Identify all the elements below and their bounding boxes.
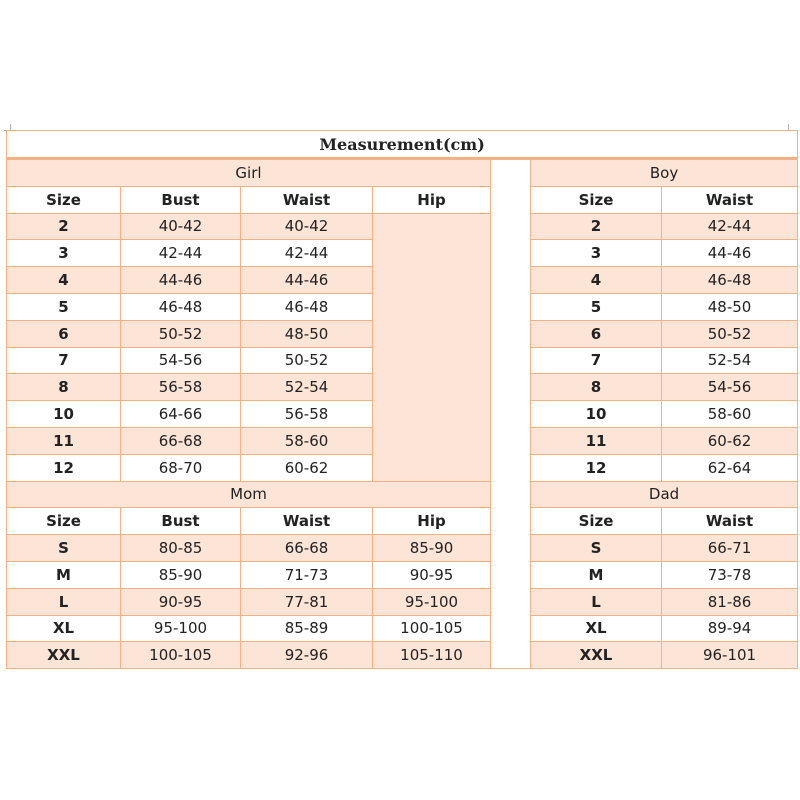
dad-size: XXL <box>531 642 662 669</box>
mom-hip: 90-95 <box>373 561 491 588</box>
girl-header-size: Size <box>7 186 121 213</box>
boy-waist: 58-60 <box>662 401 798 428</box>
chart-title: Measurement(cm) <box>7 131 798 159</box>
mom-hip: 95-100 <box>373 588 491 615</box>
table-row <box>7 213 798 240</box>
section-row-adults <box>7 481 798 508</box>
girl-bust: 54-56 <box>121 347 241 374</box>
mom-waist: 77-81 <box>241 588 373 615</box>
girl-size: 7 <box>7 347 121 374</box>
girl-bust: 46-48 <box>121 293 241 320</box>
table-row <box>7 535 798 562</box>
girl-size: 5 <box>7 293 121 320</box>
girl-waist: 50-52 <box>241 347 373 374</box>
dad-size: M <box>531 561 662 588</box>
girl-size: 4 <box>7 267 121 294</box>
boy-size: 12 <box>531 454 662 481</box>
girl-waist: 40-42 <box>241 213 373 240</box>
girl-bust: 44-46 <box>121 267 241 294</box>
boy-waist: 48-50 <box>662 293 798 320</box>
mom-bust: 100-105 <box>121 642 241 669</box>
dad-header-waist: Waist <box>662 508 798 535</box>
girl-waist: 56-58 <box>241 401 373 428</box>
mom-waist: 71-73 <box>241 561 373 588</box>
girl-size: 3 <box>7 240 121 267</box>
boy-size: 2 <box>531 213 662 240</box>
mom-header-bust: Bust <box>121 508 241 535</box>
size-chart-table <box>6 130 798 669</box>
girl-size: 11 <box>7 427 121 454</box>
mom-size: XXL <box>7 642 121 669</box>
boy-header-size: Size <box>531 186 662 213</box>
section-girl: Girl <box>7 159 491 187</box>
boy-waist: 46-48 <box>662 267 798 294</box>
girl-header-bust: Bust <box>121 186 241 213</box>
header-row-kids <box>7 186 798 213</box>
girl-size: 12 <box>7 454 121 481</box>
girl-waist: 44-46 <box>241 267 373 294</box>
size-chart-body <box>7 131 798 669</box>
dad-waist: 96-101 <box>662 642 798 669</box>
boy-waist: 52-54 <box>662 347 798 374</box>
section-mom: Mom <box>7 481 491 508</box>
mom-size: XL <box>7 615 121 642</box>
girl-waist: 42-44 <box>241 240 373 267</box>
boy-waist: 44-46 <box>662 240 798 267</box>
girl-bust: 40-42 <box>121 213 241 240</box>
boy-size: 10 <box>531 401 662 428</box>
mom-waist: 85-89 <box>241 615 373 642</box>
girl-bust: 56-58 <box>121 374 241 401</box>
header-row-adults <box>7 508 798 535</box>
table-row <box>7 615 798 642</box>
mom-header-waist: Waist <box>241 508 373 535</box>
table-row <box>7 561 798 588</box>
mom-size: L <box>7 588 121 615</box>
dad-waist: 73-78 <box>662 561 798 588</box>
girl-waist: 52-54 <box>241 374 373 401</box>
boy-size: 6 <box>531 320 662 347</box>
boy-size: 4 <box>531 267 662 294</box>
girl-waist: 46-48 <box>241 293 373 320</box>
girl-size: 2 <box>7 213 121 240</box>
boy-size: 7 <box>531 347 662 374</box>
dad-size: L <box>531 588 662 615</box>
girl-bust: 68-70 <box>121 454 241 481</box>
dad-header-size: Size <box>531 508 662 535</box>
girl-size: 6 <box>7 320 121 347</box>
girl-size: 8 <box>7 374 121 401</box>
table-row <box>7 588 798 615</box>
dad-size: XL <box>531 615 662 642</box>
mom-waist: 66-68 <box>241 535 373 562</box>
section-row-kids <box>7 159 798 187</box>
dad-waist: 66-71 <box>662 535 798 562</box>
boy-waist: 50-52 <box>662 320 798 347</box>
girl-bust: 42-44 <box>121 240 241 267</box>
mom-hip: 100-105 <box>373 615 491 642</box>
mom-size: S <box>7 535 121 562</box>
girl-bust: 66-68 <box>121 427 241 454</box>
mom-header-size: Size <box>7 508 121 535</box>
mom-bust: 80-85 <box>121 535 241 562</box>
girl-waist: 58-60 <box>241 427 373 454</box>
mom-bust: 90-95 <box>121 588 241 615</box>
column-gap <box>491 159 531 669</box>
girl-waist: 60-62 <box>241 454 373 481</box>
section-dad: Dad <box>531 481 798 508</box>
mom-waist: 92-96 <box>241 642 373 669</box>
mom-header-hip: Hip <box>373 508 491 535</box>
boy-size: 3 <box>531 240 662 267</box>
boy-waist: 54-56 <box>662 374 798 401</box>
boy-waist: 62-64 <box>662 454 798 481</box>
mom-hip: 105-110 <box>373 642 491 669</box>
mom-size: M <box>7 561 121 588</box>
boy-size: 8 <box>531 374 662 401</box>
girl-bust: 64-66 <box>121 401 241 428</box>
girl-size: 10 <box>7 401 121 428</box>
mom-bust: 85-90 <box>121 561 241 588</box>
dad-waist: 81-86 <box>662 588 798 615</box>
girl-hip-merged <box>373 213 491 481</box>
table-row <box>7 642 798 669</box>
boy-waist: 60-62 <box>662 427 798 454</box>
section-boy: Boy <box>531 159 798 187</box>
boy-header-waist: Waist <box>662 186 798 213</box>
dad-waist: 89-94 <box>662 615 798 642</box>
title-row <box>7 131 798 159</box>
girl-header-hip: Hip <box>373 186 491 213</box>
mom-bust: 95-100 <box>121 615 241 642</box>
mom-hip: 85-90 <box>373 535 491 562</box>
boy-size: 11 <box>531 427 662 454</box>
dad-size: S <box>531 535 662 562</box>
girl-waist: 48-50 <box>241 320 373 347</box>
girl-header-waist: Waist <box>241 186 373 213</box>
boy-size: 5 <box>531 293 662 320</box>
boy-waist: 42-44 <box>662 213 798 240</box>
girl-bust: 50-52 <box>121 320 241 347</box>
